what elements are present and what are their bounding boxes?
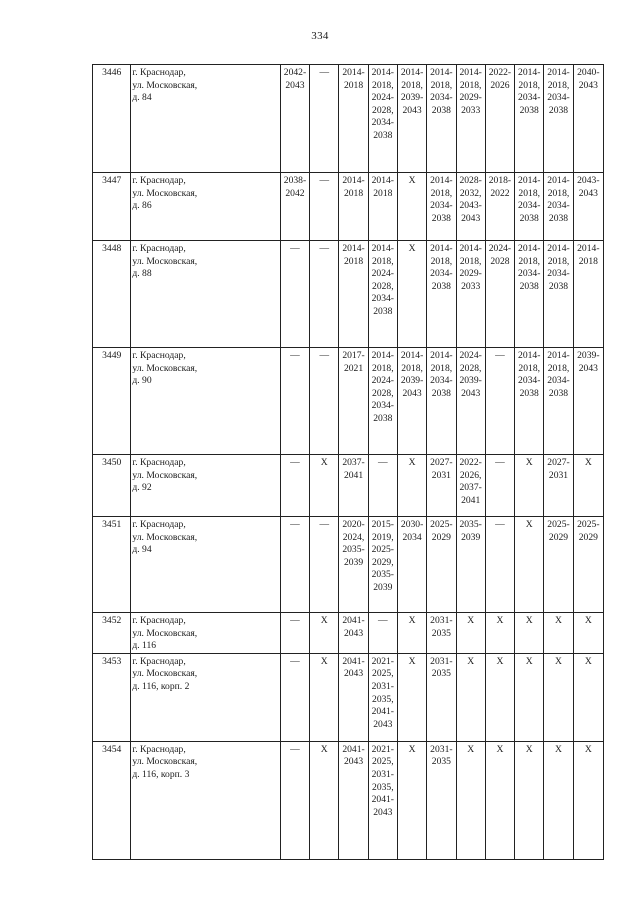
period-cell: — <box>280 741 309 859</box>
row-number: 3446 <box>93 65 131 173</box>
table-row <box>93 613 604 654</box>
row-number: 3448 <box>93 241 131 348</box>
row-number: 3449 <box>93 348 131 455</box>
table-row <box>93 348 604 455</box>
address-cell: г. Краснодар, ул. Московская, д. 92 <box>131 455 280 517</box>
table-row <box>93 517 604 613</box>
period-cell: 2014- 2018, 2024- 2028, 2034- 2038 <box>368 65 397 173</box>
period-cell: X <box>515 653 544 741</box>
period-cell: 2014- 2018, 2029- 2033 <box>456 241 485 348</box>
address-cell: г. Краснодар, ул. Московская, д. 88 <box>131 241 280 348</box>
period-cell: 2031- 2035 <box>427 653 456 741</box>
period-cell: 2038- 2042 <box>280 173 309 241</box>
period-cell: 2014- 2018, 2034- 2038 <box>515 348 544 455</box>
table-row <box>93 241 604 348</box>
period-cell: 2014- 2018, 2034- 2038 <box>427 241 456 348</box>
period-cell: — <box>280 348 309 455</box>
period-cell: 2014- 2018, 2034- 2038 <box>544 348 573 455</box>
period-cell: 2021- 2025, 2031- 2035, 2041- 2043 <box>368 653 397 741</box>
period-cell: 2041- 2043 <box>339 741 368 859</box>
period-cell: X <box>485 741 514 859</box>
period-cell: X <box>310 613 339 654</box>
row-number: 3447 <box>93 173 131 241</box>
period-cell: — <box>485 517 514 613</box>
period-cell: 2014- 2018 <box>368 173 397 241</box>
period-cell: 2025- 2029 <box>427 517 456 613</box>
row-number: 3451 <box>93 517 131 613</box>
table-row <box>93 653 604 741</box>
period-cell: X <box>397 613 426 654</box>
period-cell: 2024- 2028, 2039- 2043 <box>456 348 485 455</box>
period-cell: — <box>310 241 339 348</box>
period-cell: X <box>456 613 485 654</box>
address-cell: г. Краснодар, ул. Московская, д. 116, корп. 3 <box>131 741 280 859</box>
period-cell: X <box>456 653 485 741</box>
period-cell: 2030- 2034 <box>397 517 426 613</box>
period-cell: 2014- 2018, 2034- 2038 <box>427 65 456 173</box>
period-cell: X <box>515 455 544 517</box>
period-cell: X <box>485 613 514 654</box>
page-number: 334 <box>311 30 329 42</box>
period-cell: X <box>310 455 339 517</box>
address-cell: г. Краснодар, ул. Московская, д. 94 <box>131 517 280 613</box>
row-number: 3452 <box>93 613 131 654</box>
period-cell: 2014- 2018, 2034- 2038 <box>515 241 544 348</box>
period-cell: 2021- 2025, 2031- 2035, 2041- 2043 <box>368 741 397 859</box>
period-cell: 2014- 2018, 2034- 2038 <box>544 173 573 241</box>
address-cell: г. Краснодар, ул. Московская, д. 116 <box>131 613 280 654</box>
period-cell: 2014- 2018, 2034- 2038 <box>427 173 456 241</box>
period-cell: X <box>397 241 426 348</box>
period-cell: X <box>485 653 514 741</box>
period-cell: — <box>280 613 309 654</box>
period-cell: 2041- 2043 <box>339 653 368 741</box>
period-cell: 2014- 2018 <box>573 241 603 348</box>
row-number: 3453 <box>93 653 131 741</box>
table-row <box>93 741 604 859</box>
address-cell: г. Краснодар, ул. Московская, д. 84 <box>131 65 280 173</box>
period-cell: — <box>485 348 514 455</box>
period-cell: 2014- 2018, 2034- 2038 <box>515 173 544 241</box>
table-row <box>93 455 604 517</box>
period-cell: 2025- 2029 <box>544 517 573 613</box>
period-cell: — <box>368 613 397 654</box>
period-cell: X <box>397 455 426 517</box>
period-cell: X <box>397 173 426 241</box>
period-cell: X <box>573 455 603 517</box>
period-cell: 2014- 2018, 2039- 2043 <box>397 348 426 455</box>
period-cell: X <box>310 741 339 859</box>
period-cell: — <box>280 517 309 613</box>
period-cell: 2041- 2043 <box>339 613 368 654</box>
period-cell: X <box>397 653 426 741</box>
period-cell: 2020- 2024, 2035- 2039 <box>339 517 368 613</box>
period-cell: — <box>368 455 397 517</box>
period-cell: X <box>544 613 573 654</box>
period-cell: 2028- 2032, 2043- 2043 <box>456 173 485 241</box>
period-cell: — <box>310 517 339 613</box>
period-cell: 2014- 2018, 2034- 2038 <box>544 241 573 348</box>
address-cell: г. Краснодар, ул. Московская, д. 90 <box>131 348 280 455</box>
period-cell: 2035- 2039 <box>456 517 485 613</box>
period-cell: X <box>515 741 544 859</box>
address-cell: г. Краснодар, ул. Московская, д. 116, корп. 2 <box>131 653 280 741</box>
period-cell: 2040- 2043 <box>573 65 603 173</box>
period-cell: 2037- 2041 <box>339 455 368 517</box>
period-cell: X <box>456 741 485 859</box>
period-cell: 2018- 2022 <box>485 173 514 241</box>
period-cell: 2014- 2018, 2034- 2038 <box>427 348 456 455</box>
table-body <box>93 65 604 860</box>
period-cell: X <box>544 741 573 859</box>
period-cell: 2024- 2028 <box>485 241 514 348</box>
period-cell: 2031- 2035 <box>427 741 456 859</box>
housing-repair-schedule-table <box>92 64 604 860</box>
period-cell: 2014- 2018, 2034- 2038 <box>515 65 544 173</box>
period-cell: — <box>310 65 339 173</box>
period-cell: 2031- 2035 <box>427 613 456 654</box>
period-cell: 2015- 2019, 2025- 2029, 2035- 2039 <box>368 517 397 613</box>
address-cell: г. Краснодар, ул. Московская, д. 86 <box>131 173 280 241</box>
period-cell: 2014- 2018, 2024- 2028, 2034- 2038 <box>368 348 397 455</box>
period-cell: 2027- 2031 <box>427 455 456 517</box>
row-number: 3454 <box>93 741 131 859</box>
period-cell: 2014- 2018, 2039- 2043 <box>397 65 426 173</box>
period-cell: — <box>280 455 309 517</box>
period-cell: — <box>485 455 514 517</box>
period-cell: 2014- 2018 <box>339 241 368 348</box>
period-cell: 2022- 2026 <box>485 65 514 173</box>
row-number: 3450 <box>93 455 131 517</box>
table-row <box>93 173 604 241</box>
period-cell: X <box>573 653 603 741</box>
period-cell: 2025- 2029 <box>573 517 603 613</box>
period-cell: — <box>280 653 309 741</box>
table-row <box>93 65 604 173</box>
period-cell: 2014- 2018, 2034- 2038 <box>544 65 573 173</box>
period-cell: 2042- 2043 <box>280 65 309 173</box>
period-cell: 2022- 2026, 2037- 2041 <box>456 455 485 517</box>
period-cell: 2014- 2018 <box>339 173 368 241</box>
period-cell: X <box>573 613 603 654</box>
period-cell: — <box>310 348 339 455</box>
period-cell: X <box>397 741 426 859</box>
period-cell: — <box>310 173 339 241</box>
period-cell: X <box>310 653 339 741</box>
period-cell: 2039- 2043 <box>573 348 603 455</box>
period-cell: — <box>280 241 309 348</box>
period-cell: 2027- 2031 <box>544 455 573 517</box>
period-cell: 2043- 2043 <box>573 173 603 241</box>
period-cell: 2014- 2018, 2024- 2028, 2034- 2038 <box>368 241 397 348</box>
period-cell: X <box>515 613 544 654</box>
period-cell: 2017- 2021 <box>339 348 368 455</box>
period-cell: 2014- 2018, 2029- 2033 <box>456 65 485 173</box>
period-cell: X <box>573 741 603 859</box>
period-cell: X <box>515 517 544 613</box>
period-cell: X <box>544 653 573 741</box>
period-cell: 2014- 2018 <box>339 65 368 173</box>
